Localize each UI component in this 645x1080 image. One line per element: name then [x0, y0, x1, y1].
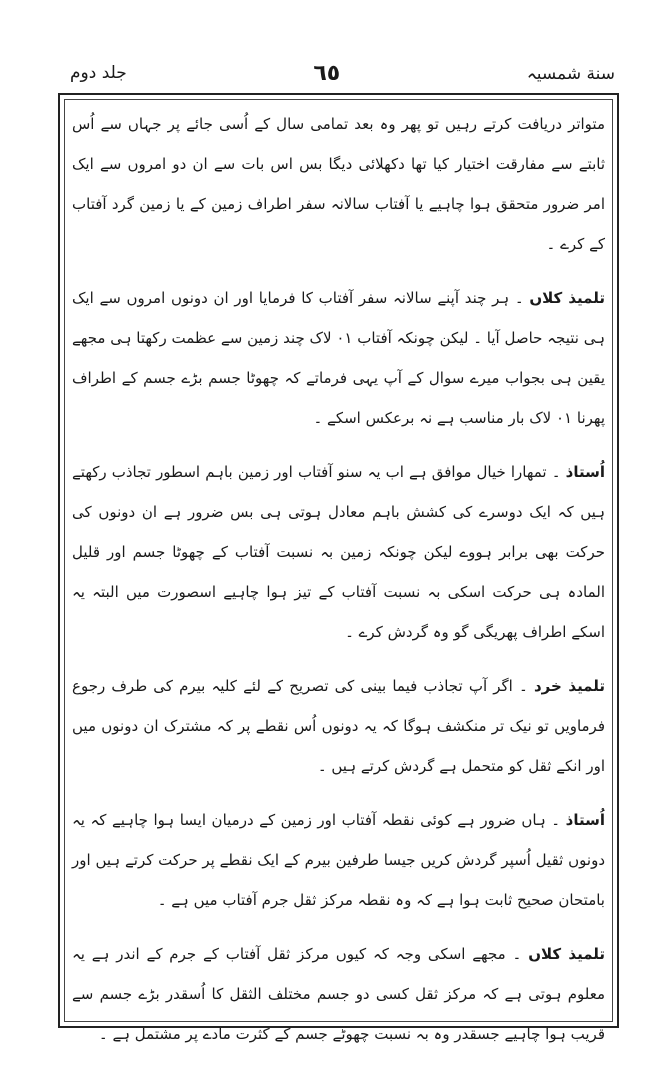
- speaker-label: تلمیذ کلاں: [529, 289, 605, 307]
- paragraph: تلمیذ خرد ۔ اگر آپ تجاذب فیما بینی کی تصریح کے لئے کلیہ بیرم کی طرف رجوع فرماویں تو نیک تر منکشف ہوگا کہ یہ دونوں اُس نقطے پر کہ مشترک ان دونوں میں اور انکے ثقل کو متحمل ہے گردش کرتے ہیں ۔: [72, 677, 605, 775]
- speaker-label: اُستاذ: [565, 463, 605, 481]
- paragraph-text: ہاں ضرور ہے کوئی نقطہ آفتاب اور زمین کے درمیان ایسا ہوا چاہیے کہ یہ دونوں ثقیل اُسپر گردش کریں جیسا طرفین بیرم کے ایک نقطے پر حرکت کرتے ہیں اور بامتحان صحیح ثابت ہوا ہے کہ وہ نقطہ مرکز ثقل جرم آفتاب میں ہے ۔: [72, 811, 605, 909]
- paragraph: اُستاذ ۔ تمھارا خیال موافق ہے اب یہ سنو آفتاب اور زمین باہم اسطور تجاذب رکھتے ہیں کہ ایک دوسرے کی کشش باہم معادل ہوتی ہی بس ضرور ہے ان دونوں کی حرکت بھی برابر ہووے لیکن چونکہ زمین بہ نسبت آفتاب کے چھوٹا جسم اور قلیل المادہ ہی حرکت اسکی بہ نسبت آفتاب کے تیز ہوا چاہیے اسصورت میں البتہ یہ اسکے اطراف پھریگی گو وہ گردش کرے ۔: [72, 463, 605, 641]
- paragraph: تلمیذ کلاں ۔ مجھے اسکی وجہ کہ کیوں مرکز ثقل آفتاب کے جرم کے اندر ہے یہ معلوم ہوتی ہے کہ مرکز ثقل کسی دو جسم مختلف الثقل کا اُسقدر بڑے جسم سے قریب ہوا چاہیے جسقدر وہ بہ نسبت چھوٹے جسم کے کثرت مادے پر مشتمل ہے ۔: [72, 945, 605, 1043]
- body-text: [72, 104, 606, 1043]
- speaker-label: اُستاذ: [565, 811, 606, 829]
- paragraph-text: مجھے اسکی وجہ کہ کیوں مرکز ثقل آفتاب کے جرم کے اندر ہے یہ معلوم ہوتی ہے کہ مرکز ثقل کسی دو جسم مختلف الثقل کا اُسقدر بڑے جسم سے قریب ہوا چاہیے جسقدر وہ بہ نسبت چھوٹے جسم کے کثرت مادے پر مشتمل ہے ۔: [72, 945, 605, 1043]
- paragraph: تلمیذ کلاں ۔ ہر چند آپنے سالانہ سفر آفتاب کا فرمایا اور ان دونوں امروں سے ایک ہی نتیجہ حاصل آیا ۔ لیکن چونکہ آفتاب ۰۱ لاک چند زمین سے عظمت رکھتا ہی مجھے یقین ہی بجواب میرے سوال کے آپ یہی فرماتے کہ چھوٹا جسم بڑے جسم کے اطراف پھرنا ۰۱ لاک بار مناسب ہے نہ برعکس اسکے ۔: [72, 289, 606, 427]
- speaker-label: تلمیذ کلاں: [528, 945, 605, 963]
- book-title: سنة شمسیہ: [526, 63, 615, 84]
- page-number: ٦٥: [313, 60, 341, 86]
- paragraph-text: تمھارا خیال موافق ہے اب یہ سنو آفتاب اور زمین باہم اسطور تجاذب رکھتے ہیں کہ ایک دوسرے کی کشش باہم معادل ہوتی ہی بس ضرور ہے ان دونوں کی حرکت بھی برابر ہووے لیکن چونکہ زمین بہ نسبت آفتاب کے چھوٹا جسم اور قلیل المادہ ہی حرکت اسکی بہ نسبت آفتاب کے تیز ہوا چاہیے اسصورت میں البتہ یہ اسکے اطراف پھریگی گو وہ گردش کرے ۔: [72, 463, 605, 641]
- paragraph: [72, 104, 605, 264]
- speaker-label: تلمیذ خرد: [533, 677, 605, 695]
- paragraph-text: متواتر دریافت کرتے رہیں تو پھر وہ بعد تمامی سال کے اُسی جائے پر جہاں سے اُس ثابتے سے مفارقت اختیار کیا تھا دکھلائی دیگا بس اس بات سے ان دو امروں سے ایک امر ضرور متحقق ہوا چاہیے یا آفتاب سالانہ سفر اطراف زمین کے یا زمین گرد آفتاب کے کرے ۔: [72, 115, 605, 253]
- paragraph-text: ہر چند آپنے سالانہ سفر آفتاب کا فرمایا اور ان دونوں امروں سے ایک ہی نتیجہ حاصل آیا ۔ لیکن چونکہ آفتاب ۰۱ لاک چند زمین سے عظمت رکھتا ہی مجھے یقین ہی بجواب میرے سوال کے آپ یہی فرماتے کہ چھوٹا جسم بڑے جسم کے اطراف پھرنا ۰۱ لاک بار مناسب ہے نہ برعکس اسکے ۔: [72, 289, 606, 427]
- volume-label: جلد دوم: [70, 63, 127, 83]
- running-header: [70, 58, 615, 88]
- paragraph-text: اگر آپ تجاذب فیما بینی کی تصریح کے لئے کلیہ بیرم کی طرف رجوع فرماویں تو نیک تر منکشف ہوگا کہ یہ دونوں اُس نقطے پر کہ مشترک ان دونوں میں اور انکے ثقل کو متحمل ہے گردش کرتے ہیں ۔: [72, 677, 605, 775]
- paragraph: اُستاذ ۔ ہاں ضرور ہے کوئی نقطہ آفتاب اور زمین کے درمیان ایسا ہوا چاہیے کہ یہ دونوں ثقیل اُسپر گردش کریں جیسا طرفین بیرم کے ایک نقطے پر حرکت کرتے ہیں اور بامتحان صحیح ثابت ہوا ہے کہ وہ نقطہ مرکز ثقل جرم آفتاب میں ہے ۔: [72, 811, 606, 909]
